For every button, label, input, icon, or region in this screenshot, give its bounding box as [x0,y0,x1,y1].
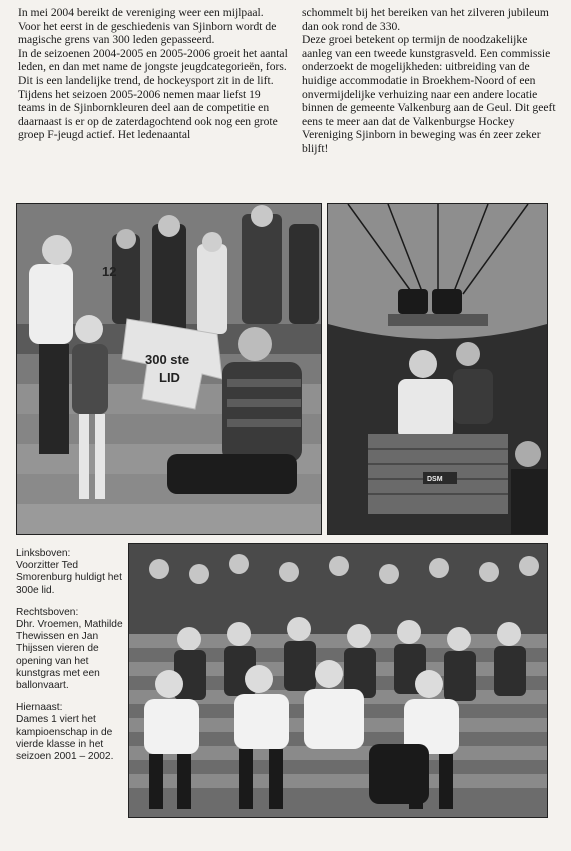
caption-adjacent [16,702,124,763]
jersey-number: 12 [102,264,117,279]
caption-heading: Hiernaast: [16,702,63,714]
caption-top-right [16,607,124,692]
paragraph: Deze groei betekent op termijn de noodzakelijke aanleg van een tweede kunstgrasveld. Een commissie onderzoekt de mogelijkheden: uitbreiding van de huidige accommodatie in Broekhem-Noord of een onvermijdelijke verhuizing naar een andere locatie binnen de gemeente Valkenburg aan de Geul. Dit geeft eens te meer aan dat de Valkenburgse Hockey Vereniging Sjinborn in beweging was én zeer zeker blijft! [302,33,556,155]
text-column-right [302,6,560,156]
caption-top-left [16,548,124,597]
photo-dames1-image [129,544,547,817]
caption-body: Voorzitter Ted Smorenburg huldigt het 300e lid. [16,560,122,596]
photo-balloon-opening [327,203,548,535]
balloon-logo-text: DSM [427,476,443,483]
photo-dames1-champions [128,543,548,818]
paragraph: In de seizoenen 2004-2005 en 2005-2006 groeit het aantal leden, en dan met name de jongste jeugdcategorieën, fors. Dit is een landelijke trend, de hockeysport zit in de lift. Tijdens het seizoen 2005-2006 nemen maar liefst 19 teams in de Sjinbornkleuren deel aan de competitie en daarnaast is er op de zaterdagochtend ook nog een grote groep F-jeugd actief. Het ledenaantal [18,46,288,142]
shirt-text-line-2: LID [159,370,180,385]
shirt-text-line-1: 300 ste [145,352,190,367]
text-column-left [18,6,288,142]
photo-captions [16,548,124,773]
photo-balloon-image [328,204,547,534]
paragraph: schommelt bij het bereiken van het zilveren jubileum dan ook rond de 330. [302,6,549,33]
caption-body: Dhr. Vroemen, Mathilde Thewissen en Jan Thijssen vieren de opening van het kunstgras met een ballonvaart. [16,619,123,692]
paragraph: In mei 2004 bereikt de vereniging weer een mijlpaal. Voor het eerst in de geschiedenis van Sjinborn wordt de magische grens van 300 leden gepasseerd. [18,6,277,47]
caption-body: Dames 1 viert het kampioenschap in de vierde klasse in het seizoen 2001 – 2002. [16,714,114,763]
caption-heading: Rechtsboven: [16,606,79,618]
photo-300th-member-image [17,204,321,534]
caption-heading: Linksboven: [16,548,71,559]
photo-300th-member [16,203,322,535]
